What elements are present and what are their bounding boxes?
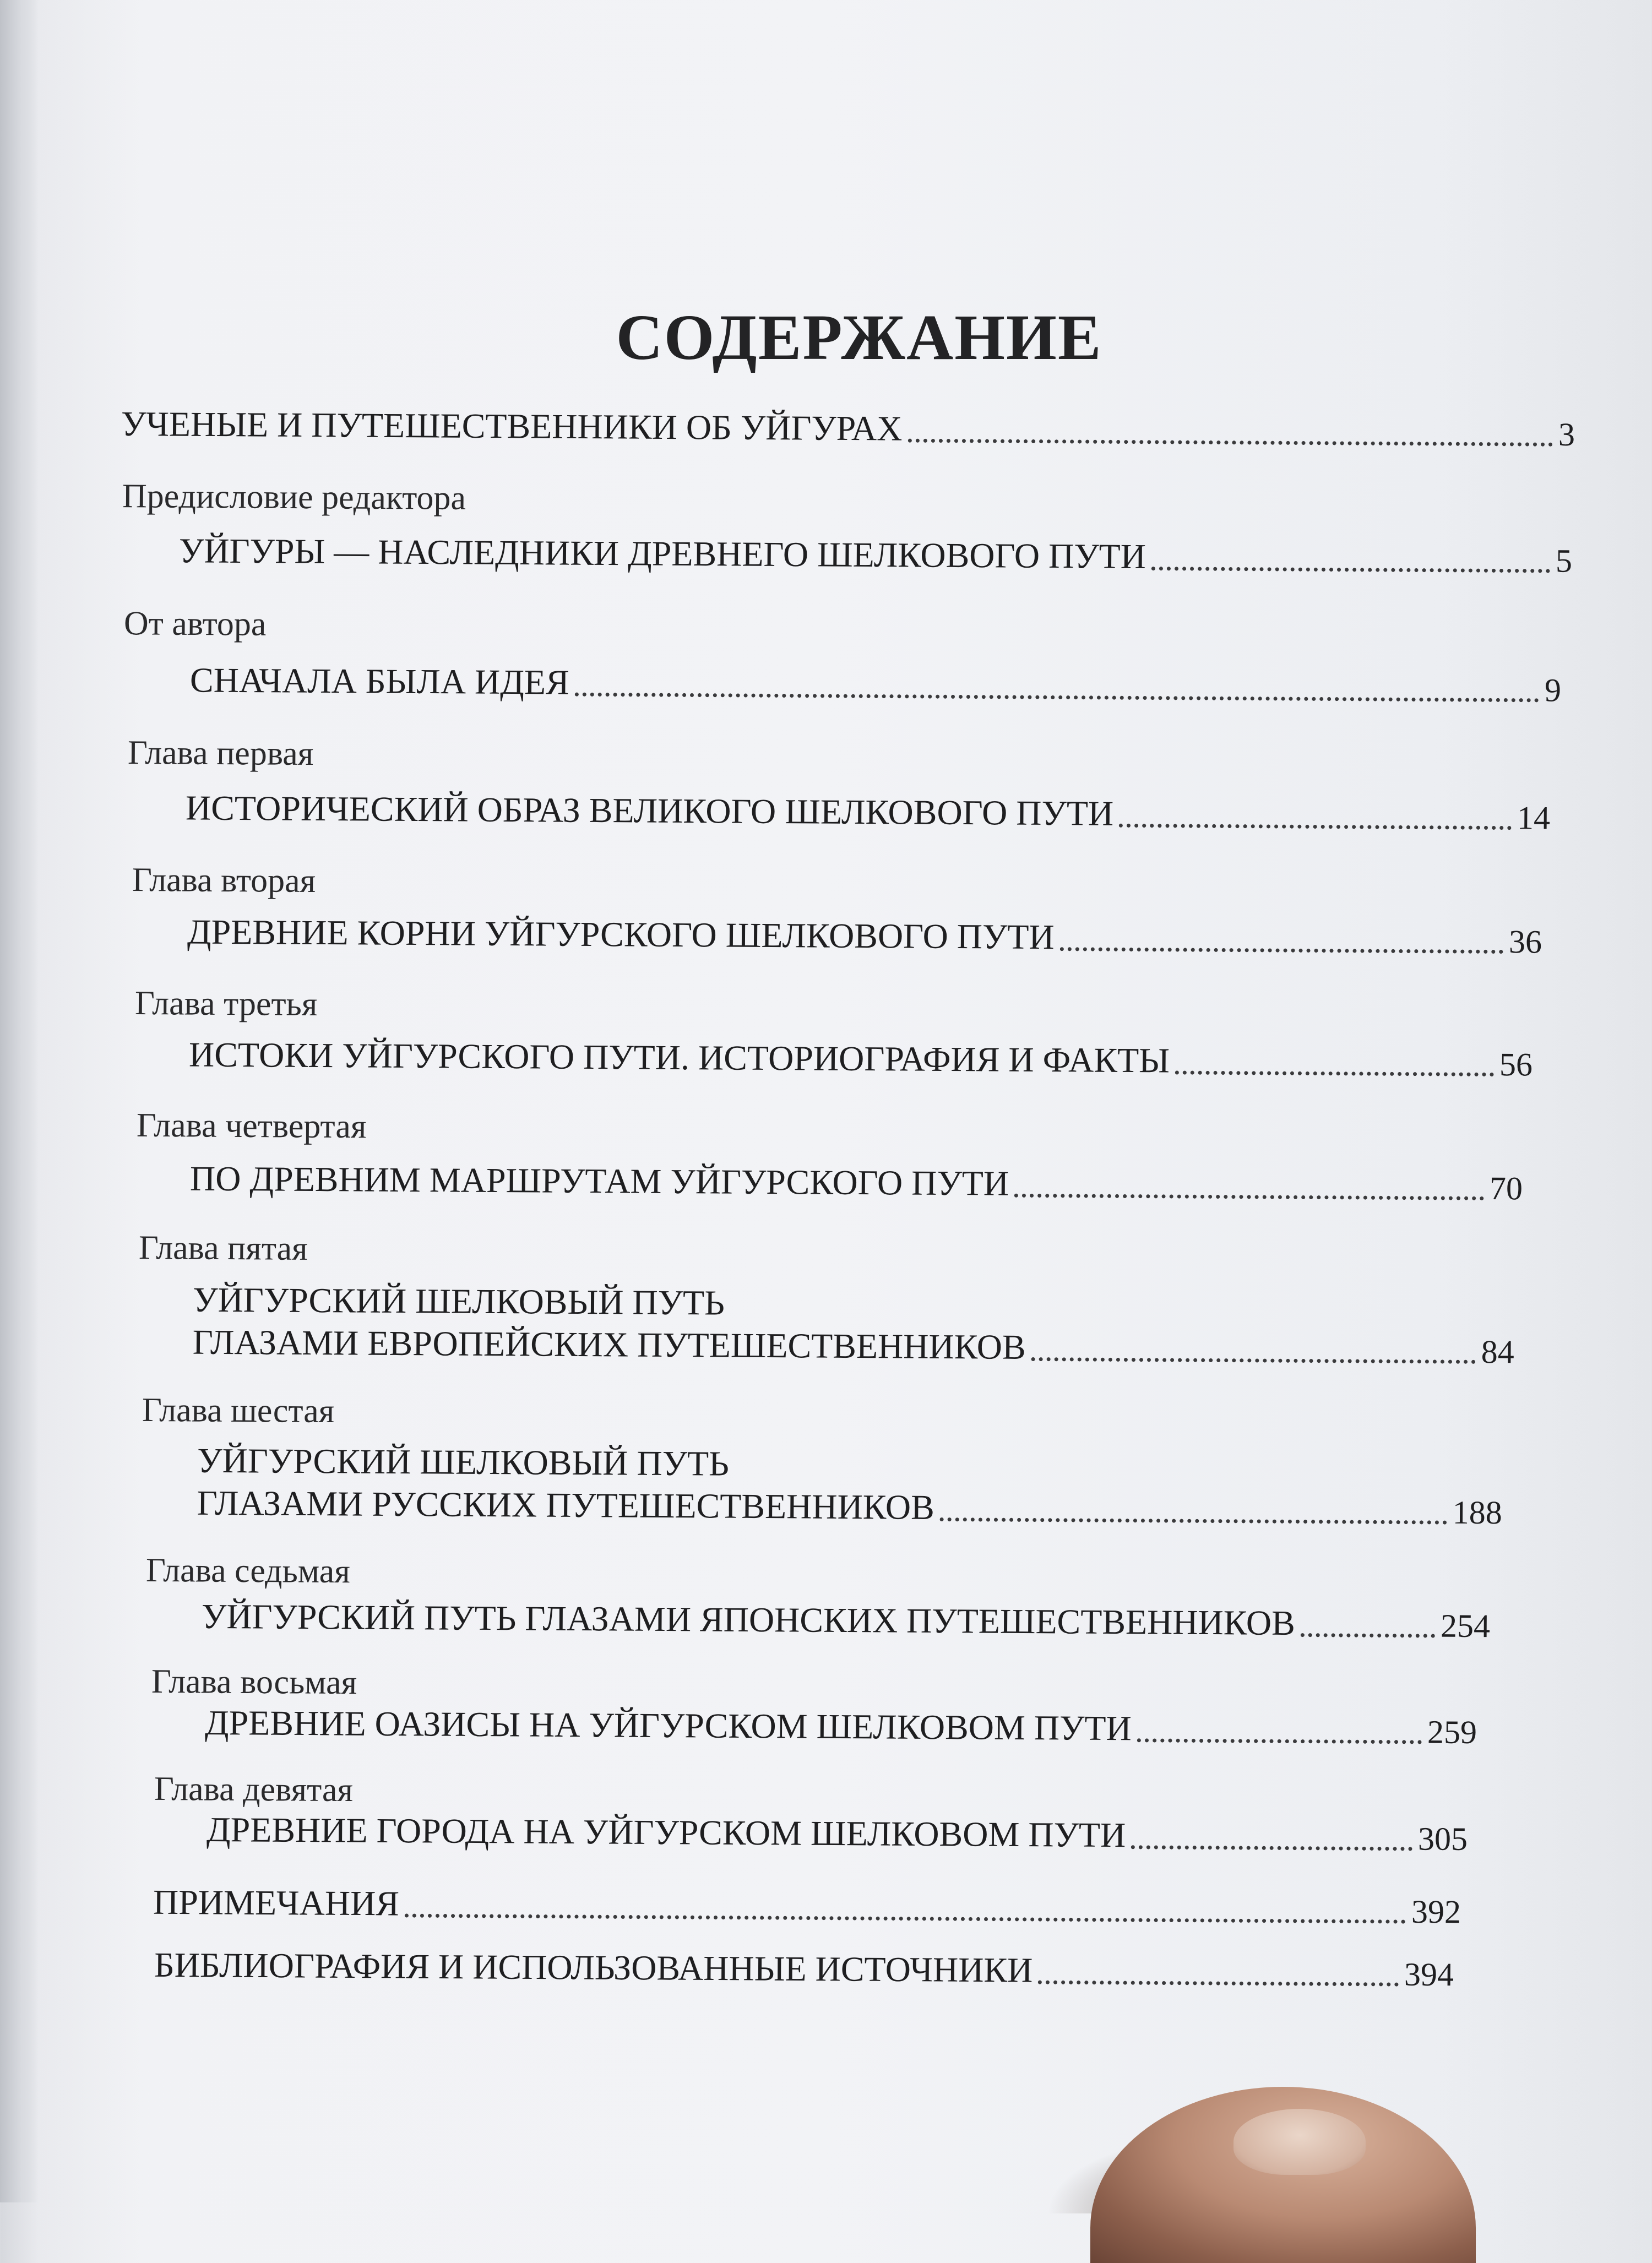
toc-entry-foreword-scholars[interactable] [121, 403, 1575, 454]
toc-page-number: 5 [1555, 542, 1573, 579]
dot-leader [1038, 1980, 1399, 1986]
toc-entry-title: ДРЕВНИЕ ГОРОДА НА УЙГУРСКОМ ШЕЛКОВОМ ПУТИ [206, 1810, 1126, 1855]
toc-entry-chapter-6[interactable] [197, 1440, 1503, 1532]
dot-leader [1031, 1357, 1476, 1364]
dot-leader [1301, 1633, 1435, 1638]
toc-entry-title: СНАЧАЛА БЫЛА ИДЕЯ [189, 660, 569, 702]
dot-leader [1014, 1194, 1484, 1200]
toc-page-number: 84 [1481, 1333, 1514, 1370]
toc-page-number: 70 [1489, 1169, 1523, 1207]
thumb-nail [1233, 2109, 1366, 2175]
toc-entry-title: ИСТОРИЧЕСКИЙ ОБРАЗ ВЕЛИКОГО ШЕЛКОВОГО ПУТИ [185, 788, 1114, 833]
dot-leader [1137, 1738, 1422, 1744]
dot-leader [1060, 947, 1503, 954]
toc-entry-title: ИСТОКИ УЙГУРСКОГО ПУТИ. ИСТОРИОГРАФИЯ И ФАКТЫ [188, 1035, 1170, 1080]
toc-entry-chapter-1[interactable] [186, 787, 1550, 837]
toc-chapter-label: Предисловие редактора [122, 477, 466, 517]
toc-chapter-label: Глава третья [134, 984, 318, 1024]
toc-page-number: 394 [1404, 1956, 1454, 1993]
toc-page-number: 392 [1411, 1893, 1461, 1930]
toc-page-number: 254 [1440, 1607, 1491, 1644]
toc-page-number: 188 [1452, 1494, 1502, 1531]
toc-entry-notes[interactable] [153, 1881, 1461, 1932]
toc-chapter-label: Глава девятая [154, 1770, 354, 1809]
toc-entry-title: УЙГУРЫ — НАСЛЕДНИКИ ДРЕВНЕГО ШЕЛКОВОГО ПУТИ [178, 531, 1146, 576]
dot-leader [575, 692, 1539, 702]
toc-entry-chapter-7[interactable] [202, 1596, 1490, 1646]
dot-leader [1131, 1845, 1412, 1851]
toc-entry-title: ДРЕВНИЕ ОАЗИСЫ НА УЙГУРСКОМ ШЕЛКОВОМ ПУТИ [204, 1702, 1132, 1748]
toc-chapter-label: Глава седьмая [145, 1551, 350, 1591]
toc-entry-author-intro[interactable] [190, 659, 1561, 710]
toc-page-number: 36 [1508, 923, 1542, 960]
toc-entry-title: УЙГУРСКИЙ ПУТЬ ГЛАЗАМИ ЯПОНСКИХ ПУТЕШЕСТВЕННИКОВ [201, 1596, 1295, 1642]
toc-page-number: 56 [1499, 1046, 1533, 1083]
toc-chapter-label: Глава четвертая [136, 1106, 367, 1146]
toc-page-number: 305 [1417, 1820, 1468, 1857]
dot-leader [940, 1517, 1447, 1525]
toc-entry-chapter-8[interactable] [205, 1702, 1477, 1752]
toc-chapter-label: Глава восьмая [151, 1662, 357, 1702]
dot-leader [1151, 567, 1550, 573]
dot-leader [1119, 824, 1512, 830]
toc-entry-title-line-2: ГЛАЗАМИ ЕВРОПЕЙСКИХ ПУТЕШЕСТВЕННИКОВ [192, 1322, 1026, 1367]
toc-entry-chapter-9[interactable] [206, 1809, 1468, 1859]
toc-entry-chapter-5[interactable] [193, 1279, 1515, 1372]
toc-page-number: 3 [1558, 416, 1575, 453]
toc-chapter-label: Глава пятая [138, 1229, 308, 1268]
toc-chapter-label: От автора [123, 605, 267, 643]
toc-entry-title: ПО ДРЕВНИМ МАРШРУТАМ УЙГУРСКОГО ПУТИ [189, 1158, 1009, 1203]
dot-leader [1175, 1070, 1494, 1076]
dot-leader [907, 438, 1553, 446]
dot-leader [405, 1913, 1406, 1923]
toc-chapter-label: Глава шестая [142, 1391, 335, 1430]
toc-entry-bibliography[interactable] [154, 1944, 1454, 1994]
toc-entry-chapter-4[interactable] [190, 1158, 1523, 1209]
toc-chapter-label: Глава вторая [132, 861, 316, 900]
toc-entry-title-line-1: УЙГУРСКИЙ ШЕЛКОВЫЙ ПУТЬ [193, 1280, 725, 1323]
toc-page-number: 259 [1427, 1713, 1477, 1750]
toc-entry-title: УЧЕНЫЕ И ПУТЕШЕСТВЕННИКИ ОБ УЙГУРАХ [121, 404, 903, 448]
toc-entry-chapter-3[interactable] [189, 1034, 1533, 1085]
toc-page-number: 9 [1544, 672, 1562, 709]
toc-entry-title: ДРЕВНИЕ КОРНИ УЙГУРСКОГО ШЕЛКОВОГО ПУТИ [187, 912, 1055, 957]
toc-page-number: 14 [1517, 799, 1551, 836]
toc-entry-title-line-2: ГЛАЗАМИ РУССКИХ ПУТЕШЕСТВЕННИКОВ [197, 1483, 935, 1527]
toc-entry-title: БИБЛИОГРАФИЯ И ИСПОЛЬЗОВАННЫЕ ИСТОЧНИКИ [154, 1945, 1033, 1990]
toc-entry-title-line-1: УЙГУРСКИЙ ШЕЛКОВЫЙ ПУТЬ [197, 1440, 730, 1483]
toc-entry-title: ПРИМЕЧАНИЯ [153, 1882, 400, 1923]
toc-chapter-label: Глава первая [127, 733, 314, 773]
toc-entry-editor-preface[interactable] [179, 530, 1572, 580]
page-title: СОДЕРЖАНИЕ [616, 301, 1102, 373]
toc-entry-chapter-2[interactable] [187, 911, 1542, 961]
